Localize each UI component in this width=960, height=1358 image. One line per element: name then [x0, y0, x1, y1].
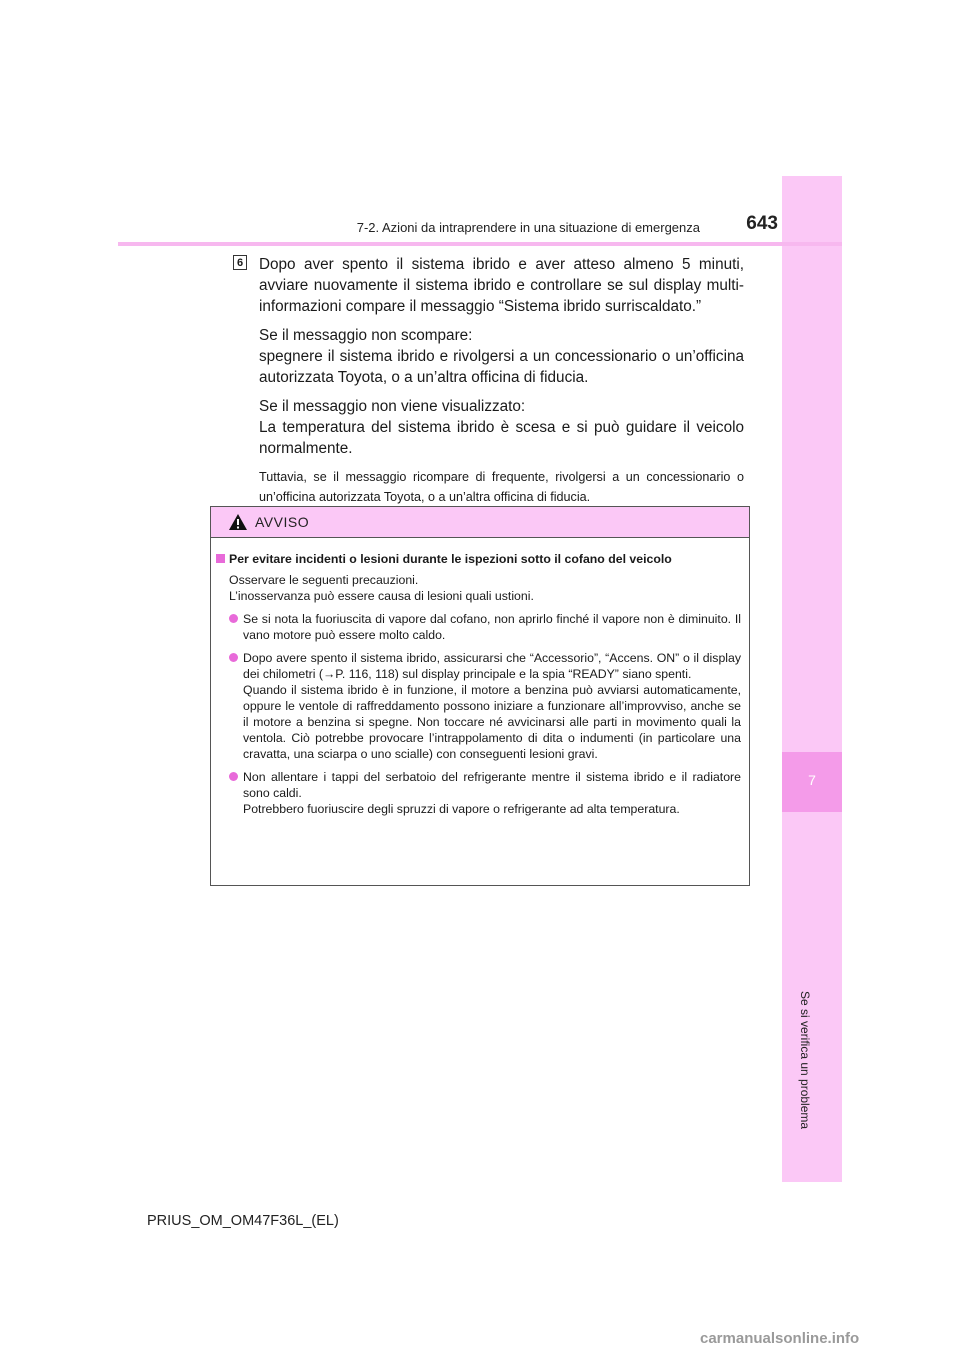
page-number: 643 — [746, 213, 778, 234]
round-bullet-icon — [229, 772, 238, 781]
warning-bullet-text: Non allentare i tappi del serbatoio del refrigerante mentre il sistema ibrido e il radiatore sono caldi. — [243, 770, 741, 800]
warning-intro-line: Osservare le seguenti precauzioni. — [229, 573, 419, 587]
warning-content — [211, 543, 749, 817]
warning-bullet-text: Se si nota la fuoriuscita di vapore dal cofano, non aprirlo finché il vapore non è diminuito. Il vano motore può essere molto caldo. — [243, 612, 741, 642]
warning-bullet — [229, 611, 741, 643]
step-paragraph: Dopo aver spento il sistema ibrido e aver atteso almeno 5 minuti, avviare nuovamente il sistema ibrido e controllare se sul display multi-informazioni compare il messaggio “Sistema ibrido surriscaldato.” — [259, 256, 744, 315]
chapter-number: 7 — [808, 772, 816, 788]
warning-intro — [229, 572, 739, 604]
warning-bullet-text: Dopo avere spento il sistema ibrido, assicurarsi che “Accessorio”, “Accens. ON” o il display dei chilometri (→P. 116, 118) sul display principale e la spia “READY” siano spenti. — [243, 651, 741, 681]
section-title: 7-2. Azioni da intraprendere in una situazione di emergenza — [356, 220, 700, 235]
warning-label: AVVISO — [255, 514, 310, 530]
warning-bullet-text: Potrebbero fuoriuscire degli spruzzi di vapore o refrigerante ad alta temperatura. — [243, 802, 680, 816]
warning-heading-text: Per evitare incidenti o lesioni durante le ispezioni sotto il cofano del veicolo — [229, 552, 672, 566]
header-divider — [118, 242, 842, 246]
watermark: carmanualsonline.info — [700, 1330, 860, 1347]
round-bullet-icon — [229, 653, 238, 662]
step-paragraph: Se il messaggio non scompare: — [259, 327, 473, 344]
chapter-title: Se si verifica un problema — [798, 991, 812, 1130]
step-note: Tuttavia, se il messaggio ricompare di frequente, rivolgersi a un concessionario o un’officina autorizzata Toyota, o a un’altra officina di fiducia. — [259, 470, 744, 504]
warning-heading — [216, 551, 739, 567]
chapter-side-tab — [782, 176, 842, 1182]
chapter-number-block — [782, 752, 842, 812]
warning-intro-line: L’inosservanza può essere causa di lesioni quali ustioni. — [229, 589, 534, 603]
document-code: PRIUS_OM_OM47F36L_(EL) — [147, 1213, 339, 1229]
square-bullet-icon — [216, 554, 225, 563]
step-paragraph: Se il messaggio non viene visualizzato: — [259, 398, 526, 415]
step-number-badge: 6 — [233, 255, 247, 270]
warning-box — [210, 506, 750, 886]
warning-bullet — [229, 650, 741, 762]
warning-triangle-icon — [228, 513, 248, 531]
step-paragraph: La temperatura del sistema ibrido è scesa e si può guidare il veicolo normalmente. — [259, 419, 744, 457]
warning-bullet — [229, 769, 741, 817]
warning-bullet-text: Quando il sistema ibrido è in funzione, il motore a benzina può avviarsi automaticamente, oppure le ventole di raffreddamento possono iniziare a funzionare all’improvviso, anche se il motore a benzina si spegne. Non toccare né avvicinarsi alle parti in movimento quali la ventola. Ciò potrebbe provocare l’intrappolamento di dita o indumenti (in particolare una cravatta, una sciarpa o uno scialle) con conseguenti lesioni gravi. — [243, 683, 741, 761]
round-bullet-icon — [229, 614, 238, 623]
warning-header — [211, 507, 749, 538]
step-body — [259, 254, 744, 515]
step-paragraph: spegnere il sistema ibrido e rivolgersi a un concessionario o un’officina autorizzata Toyota, o a un’altra officina di fiducia. — [259, 348, 744, 386]
